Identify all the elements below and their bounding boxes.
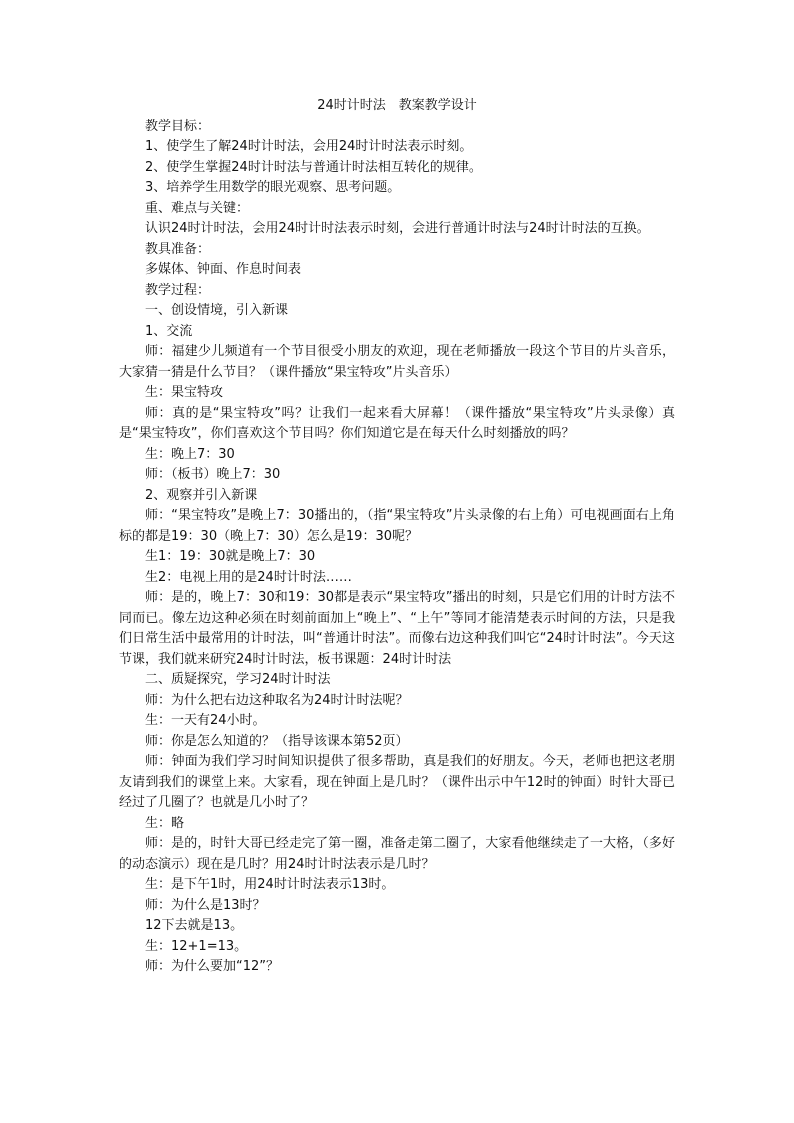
paragraph: 生2：电视上用的是24时计时法…… — [145, 569, 352, 585]
paragraph: 生：一天有24小时。 — [145, 713, 266, 728]
paragraph: 2、观察并引入新课 — [145, 487, 258, 503]
paragraph: 生1：19：30就是晚上7：30 — [145, 549, 316, 564]
paragraph: 师：你是怎么知道的？（指导该课本第52页） — [145, 733, 409, 749]
paragraph: 师：是的，晚上7：30和19：30都是表示“果宝特攻”播出的时刻，只是它们用的计时方法不同而已。像左边这种必须在时刻前面加上“晚上”、“上午”等同才能清楚表示时间的方法，只是我们日常生活中最常用的计时法，叫“普通计时法”。而像右边这种我们叫它“24时计时法”。今天这节课，我们就来研究24时计时法，板书课题：24时计时法 — [119, 590, 675, 667]
paragraph: 二、质疑探究，学习24时计时法 — [145, 672, 331, 687]
document-page — [119, 96, 675, 978]
paragraph: 教学过程： — [145, 282, 211, 298]
paragraph: 师：“果宝特攻”是晚上7：30播出的，（指“果宝特攻”片头录像的右上角）可电视画面右上角标的都是19：30（晚上7：30）怎么是19：30呢？ — [119, 508, 675, 544]
paragraph: 生：略 — [145, 815, 185, 831]
paragraph: 师：为什么把右边这种取名为24时计时法呢？ — [145, 692, 409, 708]
document-title: 24时计时法 教案教学设计 — [317, 98, 477, 113]
paragraph: 1、交流 — [145, 323, 193, 339]
paragraph: 生：12+1=13。 — [145, 938, 248, 954]
paragraph: 一、创设情境，引入新课 — [145, 303, 289, 318]
paragraph: 1、使学生了解24时计时法，会用24时计时法表示时刻。 — [145, 139, 473, 154]
paragraph: 2、使学生掌握24时计时法与普通计时法相互转化的规律。 — [145, 159, 482, 175]
paragraph: 12下去就是13。 — [145, 918, 244, 933]
paragraph: 多媒体、钟面、作息时间表 — [145, 262, 302, 277]
paragraph: 认识24时计时法，会用24时计时法表示时刻，会进行普通计时法与24时计时法的互换。 — [145, 221, 650, 236]
paragraph: 教具准备： — [145, 241, 211, 257]
paragraph: 师：福建少儿频道有一个节目很受小朋友的欢迎，现在老师播放一段这个节目的片头音乐，大家猜一猜是什么节目？（课件播放“果宝特攻”片头音乐） — [119, 344, 675, 380]
paragraph: 教学目标： — [145, 118, 211, 134]
paragraph: 师：（板书）晚上7：30 — [145, 467, 281, 482]
paragraph: 生：晚上7：30 — [145, 446, 235, 462]
paragraph: 3、培养学生用数学的眼光观察、思考问题。 — [145, 180, 401, 195]
paragraph: 生：是下午1时，用24时计时法表示13时。 — [145, 877, 395, 892]
paragraph: 师：真的是“果宝特攻”吗？让我们一起来看大屏幕！（课件播放“果宝特攻”片头录像）真是“果宝特攻”，你们喜欢这个节目吗？你们知道它是在每天什么时刻播放的吗？ — [119, 405, 675, 441]
paragraph: 重、难点与关键： — [145, 200, 250, 216]
paragraph: 师：为什么是13时？ — [145, 897, 266, 913]
paragraph: 生：果宝特攻 — [145, 385, 224, 400]
paragraph: 师：是的，时针大哥已经走完了第一圈，准备走第二圈了，大家看他继续走了一大格，（多好的动态演示）现在是几时？用24时计时法表示是几时？ — [119, 836, 675, 872]
document-body — [119, 117, 675, 978]
paragraph: 师：钟面为我们学习时间知识提供了很多帮助，真是我们的好朋友。今天，老师也把这老朋友请到我们的课堂上来。大家看，现在钟面上是几时？（课件出示中午12时的钟面）时针大哥已经过了几圈了？也就是几小时了？ — [119, 754, 675, 810]
paragraph: 师：为什么要加“12”？ — [145, 959, 280, 974]
